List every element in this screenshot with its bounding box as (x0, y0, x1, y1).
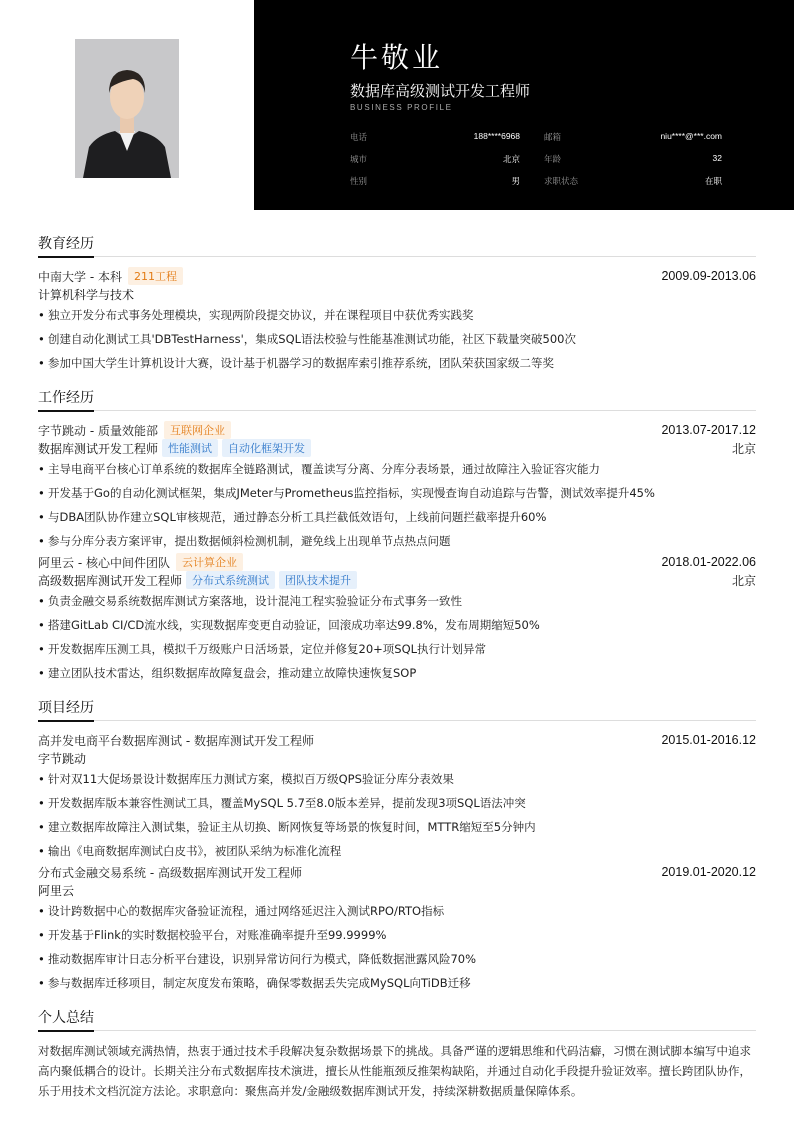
education-entry (38, 267, 756, 375)
project-entry (38, 863, 756, 995)
bullet-list (38, 457, 756, 553)
entry-header (38, 553, 756, 571)
project-name: 分布式金融交易系统 - 高级数据库测试开发工程师 (38, 865, 302, 880)
info-city (350, 153, 536, 165)
info-value: 32 (712, 153, 722, 163)
project-name: 高并发电商平台数据库测试 - 数据库测试开发工程师 (38, 733, 314, 748)
major (38, 285, 756, 303)
list-item: • 开发基于Flink的实时数据校验平台，对账准确率提升至99.9999% (38, 923, 756, 947)
project-entry (38, 731, 756, 863)
info-key: 邮箱 (544, 133, 562, 143)
project-org (38, 749, 756, 767)
section-title (38, 233, 756, 257)
info-row (350, 126, 722, 148)
info-row (350, 148, 722, 170)
info-gender (350, 175, 536, 187)
info-key: 电话 (350, 133, 368, 143)
candidate-title: 数据库高级测试开发工程师 (350, 82, 531, 100)
info-value: 在职 (704, 176, 722, 186)
list-item: • 设计跨数据中心的数据库灾备验证流程，通过网络延迟注入测试RPO/RTO指标 (38, 899, 756, 923)
entry-header (38, 267, 756, 285)
person-portrait-icon (75, 39, 179, 178)
list-item: • 推动数据库审计日志分析平台建设，识别异常访问行为模式，降低数据泄露风险70% (38, 947, 756, 971)
entry-date: 2015.01-2016.12 (661, 733, 756, 747)
projects-section (38, 697, 756, 995)
info-value: 北京 (502, 154, 520, 164)
info-job-status (536, 175, 722, 187)
list-item: • 负责金融交易系统数据库测试方案落地，设计混沌工程实验验证分布式事务一致性 (38, 589, 756, 613)
list-item: • 主导电商平台核心订单系统的数据库全链路测试，覆盖读写分离、分库分表场景，通过故障注入验证容灾能力 (38, 457, 756, 481)
role-tag: 团队技术提升 (279, 571, 357, 589)
entry-date: 2019.01-2020.12 (661, 865, 756, 879)
info-key: 城市 (350, 155, 368, 165)
role-line (38, 571, 756, 589)
bullet-list (38, 589, 756, 685)
project-org-text: 阿里云 (38, 883, 75, 898)
role-tag: 自动化框架开发 (222, 439, 311, 457)
bullet-list (38, 899, 756, 995)
major-text: 计算机科学与技术 (38, 287, 135, 302)
list-item: • 与DBA团队协作建立SQL审核规范，通过静态分析工具拦截低效语句，上线前问题拦截率提升60% (38, 505, 756, 529)
section-title-text: 工作经历 (38, 387, 94, 412)
work-entry (38, 553, 756, 685)
project-org (38, 881, 756, 899)
info-key: 求职状态 (544, 177, 579, 187)
entry-date: 2013.07-2017.12 (661, 423, 756, 437)
role-line (38, 439, 756, 457)
info-phone (350, 131, 536, 143)
education-section (38, 233, 756, 375)
info-key: 性别 (350, 177, 368, 187)
role-name: 高级数据库测试开发工程师 (38, 573, 183, 588)
entry-header (38, 863, 756, 881)
list-item: • 参加中国大学生计算机设计大赛，设计基于机器学习的数据库索引推荐系统，团队荣获国家级二等奖 (38, 351, 756, 375)
work-section (38, 387, 756, 685)
info-value: 男 (511, 176, 520, 186)
info-email (536, 131, 722, 143)
list-item: • 建立数据库故障注入测试集，验证主从切换、断网恢复等场景的恢复时间，MTTR缩短至5分钟内 (38, 815, 756, 839)
list-item: • 针对双11大促场景设计数据库压力测试方案，模拟百万级QPS验证分库分表效果 (38, 767, 756, 791)
section-title-text: 教育经历 (38, 233, 94, 258)
bullet-list (38, 767, 756, 863)
role-tag: 分布式系统测试 (186, 571, 275, 589)
summary-section (38, 1007, 756, 1101)
role-tag: 性能测试 (162, 439, 218, 457)
section-title-text: 个人总结 (38, 1007, 94, 1032)
entry-date: 2009.09-2013.06 (661, 269, 756, 283)
school-name: 中南大学 - 本科 (38, 269, 122, 284)
info-age (536, 153, 722, 165)
list-item: • 创建自动化测试工具'DBTestHarness'，集成SQL语法校验与性能基准测试功能，社区下载量突破500次 (38, 327, 756, 351)
entry-header (38, 421, 756, 439)
company-name: 阿里云 - 核心中间件团队 (38, 555, 170, 570)
list-item: • 开发基于Go的自动化测试框架，集成JMeter与Prometheus监控指标，实现慢查询自动追踪与告警，测试效率提升45% (38, 481, 756, 505)
contact-info-grid (350, 126, 722, 192)
work-city: 北京 (731, 573, 756, 588)
list-item: • 参与分库分表方案评审，提出数据倾斜检测机制，避免线上出现单节点热点问题 (38, 529, 756, 553)
work-city: 北京 (731, 441, 756, 456)
list-item: • 参与数据库迁移项目，制定灰度发布策略，确保零数据丢失完成MySQL向TiDB迁移 (38, 971, 756, 995)
section-title-text: 项目经历 (38, 697, 94, 722)
section-title (38, 697, 756, 721)
profile-photo (75, 39, 179, 178)
work-entry (38, 421, 756, 553)
company-tag: 互联网企业 (164, 421, 231, 439)
bullet-list (38, 303, 756, 375)
company-tag: 云计算企业 (176, 553, 243, 571)
list-item: • 输出《电商数据库测试白皮书》，被团队采纳为标准化流程 (38, 839, 756, 863)
section-title (38, 387, 756, 411)
project-org-text: 字节跳动 (38, 751, 87, 766)
info-value: niu****@***.com (660, 131, 722, 141)
info-key: 年龄 (544, 155, 562, 165)
business-profile-label: BUSINESS PROFILE (350, 103, 453, 112)
list-item: • 开发数据库压测工具，模拟千万级账户日活场景，定位并修复20+项SQL执行计划异常 (38, 637, 756, 661)
info-value: 188****6968 (473, 131, 520, 141)
info-row (350, 170, 722, 192)
entry-date: 2018.01-2022.06 (661, 555, 756, 569)
header-panel (254, 0, 794, 210)
list-item: • 独立开发分布式事务处理模块，实现两阶段提交协议，并在课程项目中获优秀实践奖 (38, 303, 756, 327)
role-name: 数据库测试开发工程师 (38, 441, 159, 456)
summary-text: 对数据库测试领域充满热情，热衷于通过技术手段解决复杂数据场景下的挑战。具备严谨的逻辑思维和代码洁癖，习惯在测试脚本编写中追求高内聚低耦合的设计。长期关注分布式数据库技术演进，擅长从性能瓶颈反推架构缺陷，并通过自动化手段提升验证效率。擅长跨团队协作，乐于用技术文档沉淀方法论。求职意向：聚焦高并发/金融级数据库测试开发，持续深耕数据质量保障体系。 (38, 1044, 751, 1098)
school-tag: 211工程 (128, 267, 183, 285)
company-name: 字节跳动 - 质量效能部 (38, 423, 158, 438)
list-item: • 建立团队技术雷达，组织数据库故障复盘会，推动建立故障快速恢复SOP (38, 661, 756, 685)
section-title (38, 1007, 756, 1031)
entry-header (38, 731, 756, 749)
candidate-name: 牛敬业 (350, 41, 444, 74)
list-item: • 开发数据库版本兼容性测试工具，覆盖MySQL 5.7至8.0版本差异，提前发现3项SQL语法冲突 (38, 791, 756, 815)
list-item: • 搭建GitLab CI/CD流水线，实现数据库变更自动验证，回滚成功率达99.8%，发布周期缩短50% (38, 613, 756, 637)
